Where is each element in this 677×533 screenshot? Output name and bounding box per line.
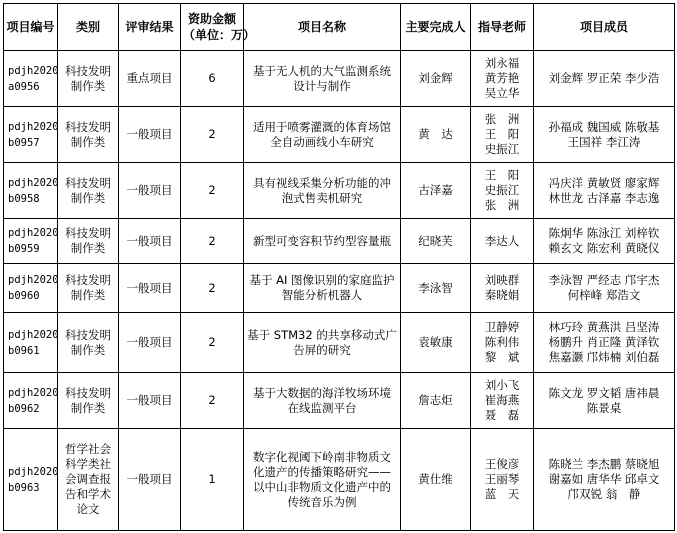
cell-project-name-line: 基于 AI 图像识别的家庭监护 [249, 273, 395, 287]
cell-advisor [471, 219, 534, 264]
cell-code-line: pdjh2020 [8, 386, 59, 399]
cell-project-name-line: 全自动画线小车研究 [270, 134, 374, 149]
cell-project-name [244, 264, 401, 313]
cell-project-name-line: 设计与制作 [293, 78, 351, 93]
table-row [4, 313, 675, 373]
cell-code-line: b0963 [8, 481, 40, 494]
table-row [4, 429, 675, 531]
cell-category-line: 论文 [76, 502, 100, 516]
cell-project-name-line: 以中山非物质文化遗产中的 [253, 479, 391, 494]
cell-advisor-line: 陈利伟 [484, 335, 520, 349]
cell-leader: 刘金辉 [401, 51, 471, 107]
cell-review: 一般项目 [119, 313, 181, 373]
cell-code [4, 313, 58, 373]
cell-members-line: 冯庆洋 黄敏贤 廖家辉 [548, 175, 660, 190]
cell-funding: 2 [181, 163, 244, 219]
cell-members-line: 谢嘉如 唐华华 邱卓文 [548, 472, 660, 486]
cell-members-line: 林巧玲 黄燕洪 吕坚涛 [548, 320, 660, 334]
cell-code-line: b0962 [8, 402, 40, 415]
cell-category-line: 科技发明 [65, 385, 111, 400]
cell-project-name-line: 基于大数据的海洋牧场环境 [253, 385, 391, 400]
cell-members-line: 焦嘉灏 邝炜楠 刘伯磊 [548, 350, 660, 364]
cell-project-name [244, 163, 401, 219]
header-review: 评审结果 [119, 4, 181, 51]
cell-funding: 2 [181, 313, 244, 373]
cell-members-line: 陈景桌 [586, 400, 622, 415]
cell-funding: 1 [181, 429, 244, 531]
cell-code [4, 51, 58, 107]
table-row [4, 264, 675, 313]
cell-members-line: 刘金辉 罗正荣 李少浩 [548, 71, 660, 85]
cell-code-line: pdjh2020 [8, 176, 59, 189]
header-row [4, 4, 675, 51]
cell-funding: 2 [181, 373, 244, 429]
cell-leader: 黄仕维 [401, 429, 471, 531]
project-table [3, 3, 675, 531]
cell-category-line: 制作类 [70, 134, 106, 149]
cell-advisor-line: 卫静婷 [484, 320, 520, 334]
cell-advisor-line: 黄芳艳 [484, 71, 520, 85]
cell-members [534, 51, 675, 107]
cell-code-line: b0957 [8, 136, 40, 149]
cell-code-line: pdjh2020 [8, 64, 59, 77]
header-category: 类别 [58, 4, 119, 51]
cell-review: 一般项目 [119, 373, 181, 429]
cell-code-line: pdjh2020 [8, 120, 59, 133]
cell-advisor-line: 刘小飞 [484, 378, 520, 392]
cell-project-name-line: 数字化视阈下岭南非物质文 [253, 449, 391, 464]
cell-project-name-line: 化遗产的传播策略研究—— [253, 464, 391, 479]
cell-members-line: 何梓峰 郑浩文 [567, 288, 641, 302]
cell-category [58, 373, 119, 429]
cell-project-name-line: 具有视线采集分析功能的冲 [253, 175, 391, 190]
header-name: 项目名称 [244, 4, 401, 51]
cell-advisor-line: 李达人 [484, 233, 520, 248]
cell-code-line: pdjh2020 [8, 328, 59, 341]
cell-category-line: 科技发明 [65, 119, 111, 134]
cell-advisor-line: 吴立华 [484, 86, 520, 100]
header-members: 项目成员 [534, 4, 675, 51]
cell-leader: 古泽嘉 [401, 163, 471, 219]
cell-advisor-line: 崔海燕 [484, 393, 520, 407]
cell-advisor-line: 王俊彦 [484, 457, 520, 471]
table-row [4, 219, 675, 264]
cell-code-line: pdjh2020 [8, 465, 59, 478]
cell-code-line: a0956 [8, 80, 40, 93]
cell-leader: 纪晓芙 [401, 219, 471, 264]
cell-advisor [471, 429, 534, 531]
cell-category [58, 107, 119, 163]
cell-members-line: 陈炯华 陈泳江 刘梓钦 [548, 226, 660, 240]
cell-category-line: 制作类 [70, 342, 106, 357]
cell-category-line: 哲学社会 [65, 442, 111, 456]
cell-members [534, 429, 675, 531]
cell-category-line: 告和学术 [65, 487, 111, 501]
cell-members [534, 373, 675, 429]
cell-members-line: 陈文龙 罗文韬 唐祎晨 [548, 385, 660, 400]
cell-advisor [471, 107, 534, 163]
cell-project-name [244, 107, 401, 163]
cell-advisor [471, 51, 534, 107]
cell-project-name [244, 219, 401, 264]
cell-category-line: 科学类社 [65, 457, 111, 471]
cell-project-name-line: 适用于喷雾灌溉的体育场馆 [253, 119, 391, 134]
header-funding-line1: 资助金额 [187, 12, 236, 26]
cell-category-line: 制作类 [70, 190, 106, 205]
header-code: 项目编号 [4, 4, 58, 51]
cell-category [58, 429, 119, 531]
cell-review: 一般项目 [119, 264, 181, 313]
cell-advisor-line: 张 洲 [484, 112, 520, 126]
cell-code [4, 264, 58, 313]
cell-category-line: 科技发明 [65, 63, 111, 78]
cell-advisor-line: 聂 磊 [484, 408, 520, 422]
cell-code-line: b0958 [8, 192, 40, 205]
cell-category-line: 科技发明 [65, 175, 111, 190]
cell-members-line: 邝双锐 翁 静 [567, 487, 641, 501]
table-row [4, 107, 675, 163]
table-row [4, 163, 675, 219]
cell-code-line: pdjh2020 [8, 227, 59, 239]
cell-funding: 2 [181, 107, 244, 163]
cell-project-name-line: 传统音乐为例 [287, 494, 357, 509]
cell-category-line: 科技发明 [65, 273, 111, 287]
cell-project-name [244, 373, 401, 429]
cell-members-line: 杨鹏升 肖正隆 黄泽钦 [548, 335, 660, 349]
cell-code [4, 163, 58, 219]
cell-leader: 黄 达 [401, 107, 471, 163]
cell-leader: 詹志炬 [401, 373, 471, 429]
cell-members-line: 陈晓兰 李杰鹏 蔡晓旭 [548, 457, 660, 471]
cell-advisor-line: 史振江 [484, 142, 520, 156]
cell-advisor-line: 张 洲 [484, 198, 520, 212]
cell-category [58, 51, 119, 107]
cell-project-name-line: 在线监测平台 [287, 400, 357, 415]
cell-advisor [471, 313, 534, 373]
cell-category [58, 219, 119, 264]
cell-review: 一般项目 [119, 163, 181, 219]
cell-category-line: 制作类 [70, 78, 106, 93]
cell-members-line: 王国祥 李江涛 [567, 134, 641, 149]
cell-members-line: 赖玄文 陈宏利 黄晓仪 [548, 241, 660, 255]
cell-members-line: 李泳智 严经志 邝宇杰 [548, 273, 660, 287]
cell-advisor-line: 黎 斌 [484, 350, 520, 364]
cell-funding: 2 [181, 219, 244, 264]
cell-project-name-line: 新型可变容积节约型容量瓶 [253, 233, 391, 248]
cell-category-line: 制作类 [70, 241, 106, 255]
header-funding-line2: （单位：万） [183, 28, 256, 42]
cell-project-name-line: 智能分析机器人 [281, 288, 363, 302]
cell-category [58, 163, 119, 219]
cell-code [4, 429, 58, 531]
cell-category [58, 264, 119, 313]
cell-review: 重点项目 [119, 51, 181, 107]
cell-project-name [244, 51, 401, 107]
cell-code-line: b0959 [8, 243, 40, 255]
cell-advisor-line: 刘映群 [484, 273, 520, 287]
cell-advisor-line: 史振江 [484, 183, 520, 197]
cell-members [534, 219, 675, 264]
cell-category-line: 会调查报 [65, 472, 111, 486]
cell-code-line: pdjh2020 [8, 274, 59, 286]
cell-leader: 李泳智 [401, 264, 471, 313]
cell-project-name-line: 基于无人机的大气监测系统 [253, 63, 391, 78]
cell-code-line: b0961 [8, 344, 40, 357]
cell-category-line: 科技发明 [65, 226, 111, 240]
cell-funding: 2 [181, 264, 244, 313]
cell-code [4, 219, 58, 264]
table-row [4, 373, 675, 429]
table-row [4, 51, 675, 107]
header-funding [181, 4, 256, 51]
cell-project-name [244, 313, 401, 373]
cell-funding: 6 [181, 51, 244, 107]
cell-advisor-line: 秦晓娟 [484, 288, 520, 302]
header-leader: 主要完成人 [401, 4, 471, 51]
table-body [4, 51, 675, 531]
cell-review: 一般项目 [119, 219, 181, 264]
cell-code [4, 107, 58, 163]
cell-advisor [471, 373, 534, 429]
cell-advisor-line: 王丽琴 [484, 472, 520, 486]
cell-review: 一般项目 [119, 107, 181, 163]
cell-project-name-line: 告屏的研究 [293, 342, 351, 357]
cell-category-line: 科技发明 [65, 327, 111, 342]
cell-advisor [471, 163, 534, 219]
header-advisor: 指导老师 [471, 4, 534, 51]
cell-review: 一般项目 [119, 429, 181, 531]
cell-members [534, 264, 675, 313]
cell-category [58, 313, 119, 373]
cell-category-line: 制作类 [70, 400, 106, 415]
cell-advisor-line: 刘永福 [484, 56, 520, 70]
cell-members [534, 107, 675, 163]
cell-members [534, 313, 675, 373]
cell-advisor-line: 蓝 天 [484, 487, 520, 501]
cell-members-line: 林世龙 古泽嘉 李志逸 [548, 190, 660, 205]
cell-project-name-line: 基于 STM32 的共享移动式广 [247, 327, 397, 342]
cell-members-line: 孙福成 魏国威 陈敬基 [548, 119, 660, 134]
cell-code [4, 373, 58, 429]
cell-code-line: b0960 [8, 290, 40, 302]
cell-leader: 袁敏康 [401, 313, 471, 373]
cell-category-line: 制作类 [70, 288, 106, 302]
cell-advisor-line: 王 阳 [484, 168, 520, 182]
cell-project-name [244, 429, 401, 531]
cell-members [534, 163, 675, 219]
cell-advisor [471, 264, 534, 313]
cell-advisor-line: 王 阳 [484, 127, 520, 141]
cell-project-name-line: 泡式售卖机研究 [281, 190, 363, 205]
